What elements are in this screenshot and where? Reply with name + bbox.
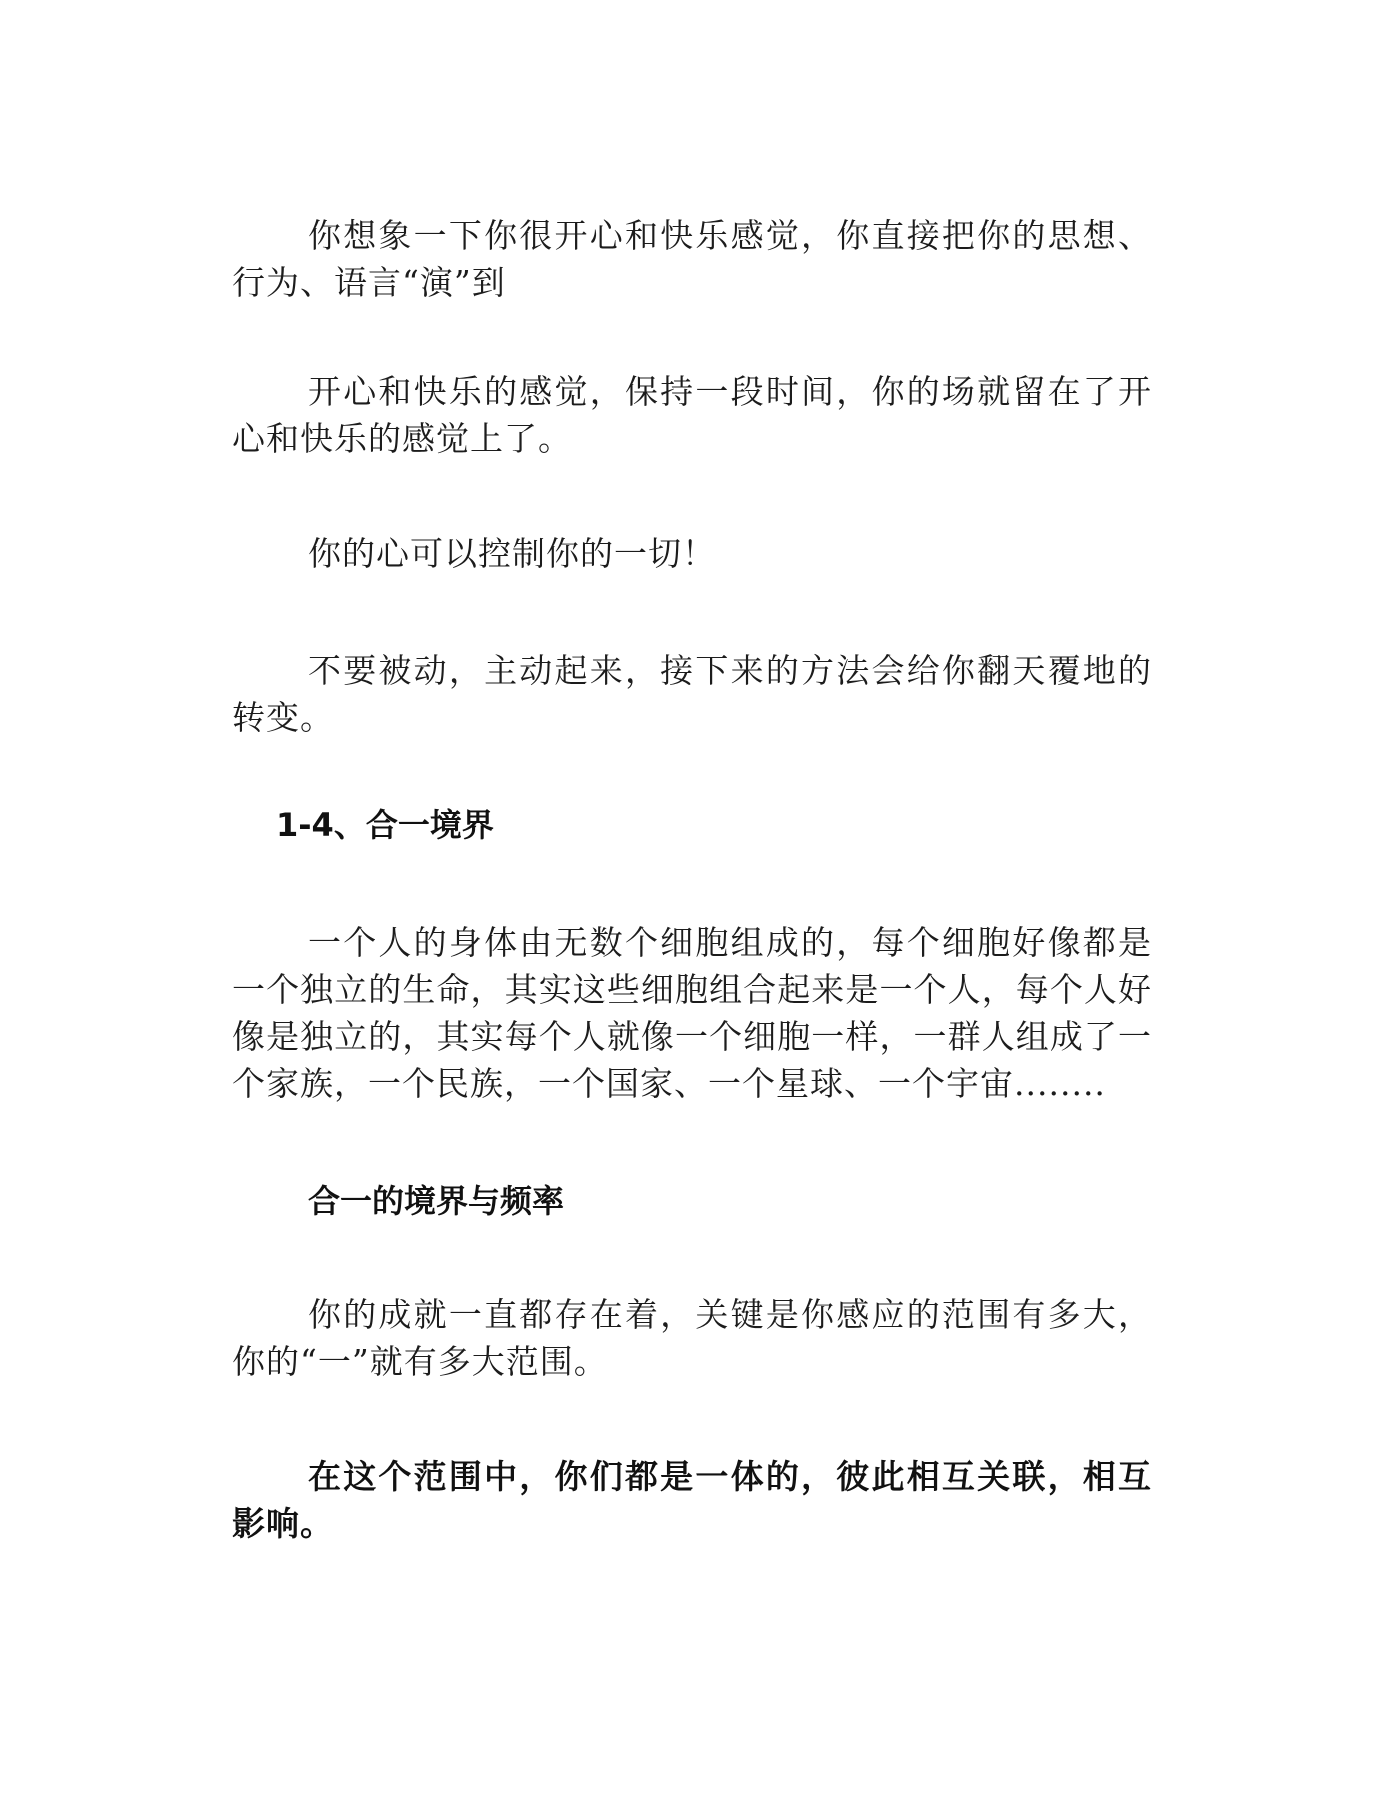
paragraph-achievement-range: 你的成就一直都存在着，关键是你感应的范围有多大，你的“一”就有多大范围。 (232, 1295, 1152, 1381)
paragraph-be-active: 不要被动，主动起来，接下来的方法会给你翻天覆地的转变。 (232, 651, 1152, 737)
subsection-heading: 合一的境界与频率 (308, 1182, 565, 1220)
paragraph-imagine-happiness: 你想象一下你很开心和快乐感觉，你直接把你的思想、行为、语言“演”到 (232, 216, 1152, 302)
paragraph-cells-analogy: 一个人的身体由无数个细胞组成的，每个细胞好像都是一个独立的生命，其实这些细胞组合起来是一个人，每个人好像是独立的，其实每个人就像一个细胞一样，一群人组成了一个家族，一个民族，一个国家、一个星球、一个宇宙........ (232, 923, 1152, 1103)
paragraph-oneness: 在这个范围中，你们都是一体的，彼此相互关联，相互影响。 (232, 1457, 1152, 1543)
paragraph-heart-controls: 你的心可以控制你的一切！ (308, 534, 716, 573)
paragraph-keep-feeling: 开心和快乐的感觉，保持一段时间，你的场就留在了开心和快乐的感觉上了。 (232, 372, 1152, 458)
document-page (232, 212, 1152, 1547)
section-heading: 1-4、合一境界 (276, 806, 494, 844)
